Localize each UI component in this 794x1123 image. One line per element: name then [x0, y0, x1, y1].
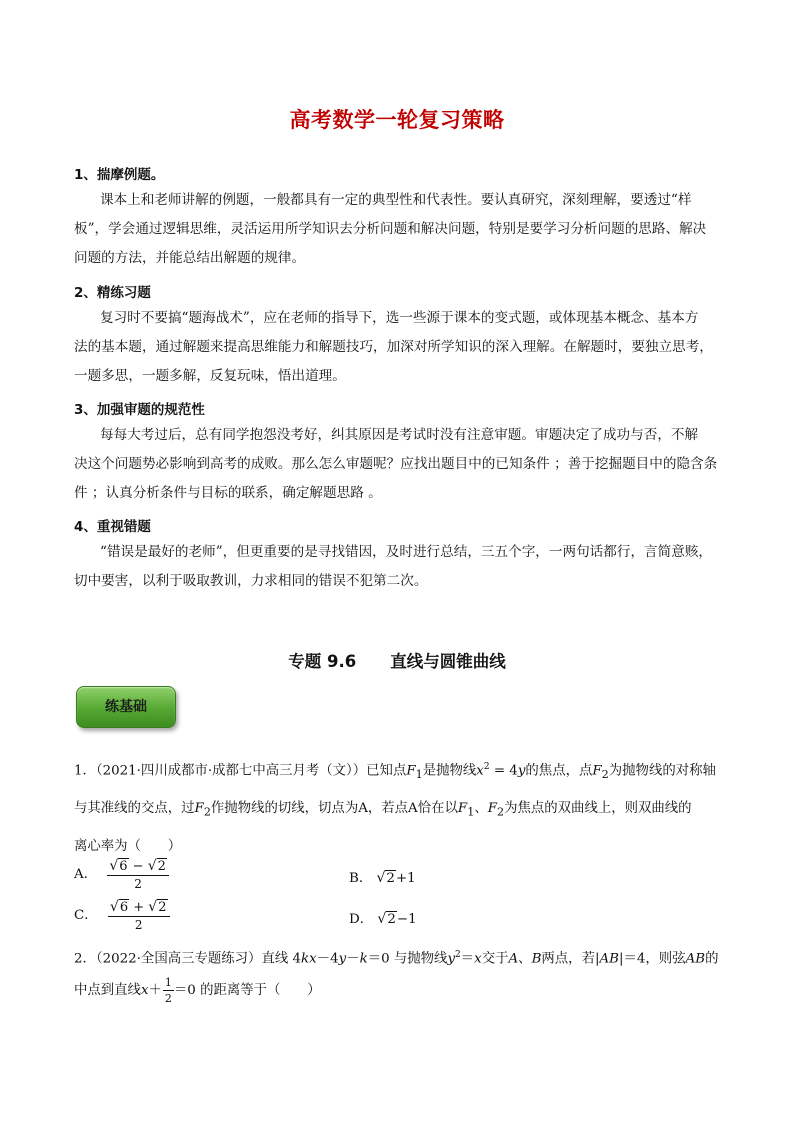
text-line: 复习时不要搞“题海战术”，应在老师的指导下，选一些源于课本的变式题，或体现基本概念、基本方 [100, 310, 699, 326]
q1-sub: 2 [497, 805, 505, 819]
q2-var: k [359, 951, 368, 967]
strategy-body-1 [74, 186, 724, 273]
q2-var: AB [685, 951, 706, 967]
text-line: 课本上和老师讲解的例题，一般都具有一定的典型性和代表性。要认真研究，深刻理解，要透过“样 [100, 192, 692, 208]
q2-var: y [338, 951, 347, 967]
q2-var: y [447, 951, 456, 967]
q2-var: B [531, 951, 542, 967]
q1-sub: 1 [415, 768, 423, 782]
q2-text: 两点，若| [541, 951, 600, 967]
text-line: 切中要害，以利于吸取教训，力求相同的错误不犯第二次。 [74, 573, 428, 589]
radicand: 2 [157, 859, 166, 874]
choice-label: A． [74, 867, 98, 882]
q1-var-x: x [476, 763, 484, 779]
q1-text: = 4 [489, 763, 518, 779]
q2-var: AB [599, 951, 619, 967]
q2-text: |＝4，则弦 [619, 951, 686, 967]
radicand: 6 [119, 859, 128, 874]
operator: + [133, 900, 145, 915]
choice-a [74, 858, 169, 891]
q1-text: 与其准线的交点，过 [74, 801, 195, 817]
q1-text: 为焦点的双曲线上，则双曲线的 [504, 801, 692, 817]
radicand: 6 [119, 900, 129, 915]
q2-text: ＋ [148, 983, 162, 999]
strategy-heading-4: 4、重视错题 [74, 519, 151, 535]
fraction: $\frac{√6 + √2}{2}$ [108, 899, 170, 932]
q2-var: x [474, 951, 482, 967]
text-line: “错误是最好的老师”，但更重要的是寻找错因，及时进行总结，三五个字，一两句话都行，言简意赅， [100, 544, 713, 560]
q1-var-f: F [592, 763, 602, 779]
q2-text: 交于 [481, 951, 509, 967]
text-line: 每每大考过后，总有同学抱怨没考好，纠其原因是考试时没有注意审题。审题决定了成功与否，不解 [100, 427, 699, 443]
denominator: 2 [134, 918, 143, 932]
q1-text: 1．（2021·四川成都市·成都七中高三月考（文））已知点 [74, 763, 407, 779]
text-line: 法的基本题，通过解题来提高思维能力和解题技巧，加深对所学知识的深入理解。在解题时，要独立思考， [74, 339, 713, 355]
q2-var: x [309, 951, 317, 967]
page-title: 高考数学一轮复习策略 [289, 108, 505, 132]
q1-sup: 2 [483, 762, 490, 772]
text-line: 决这个问题势必影响到高考的成败。那么怎么审题呢？应找出题目中的已知条件 ；善于挖掘题目中的隐含条 [74, 456, 718, 472]
choice-c [74, 899, 170, 932]
q1-sub: 2 [203, 805, 211, 819]
q1-var-f: F [487, 801, 497, 817]
strategy-heading-3: 3、加强审题的规范性 [74, 402, 205, 418]
q1-var-y: y [517, 763, 526, 779]
text-line: 一题多思，一题多解，反复玩味，悟出道理。 [74, 368, 346, 384]
q2-text: 、 [518, 951, 532, 967]
q2-var: x [140, 983, 149, 999]
q2-sup: 2 [455, 950, 461, 960]
fraction: $\frac{1}{2}$ [164, 976, 172, 1006]
choice-d: D． √2−1 [349, 911, 417, 927]
q2-text: 2．（2022·全国高三专题练习）直线 4 [74, 951, 302, 967]
operator: − [132, 859, 144, 874]
radicand: 2 [387, 912, 396, 927]
strategy-body-3 [74, 421, 724, 508]
q1-text: 是抛物线 [422, 763, 477, 779]
q2-text: ＝0 与抛物线 [367, 951, 448, 967]
q1-var-f: F [194, 801, 204, 817]
choice-label: D． [349, 912, 374, 927]
q1-text: 离心率为（ ） [74, 838, 182, 854]
q2-text: －4 [316, 951, 339, 967]
q1-text: 为抛物线的对称轴 [608, 763, 716, 779]
strategy-body-4 [74, 538, 724, 596]
text-line: 问题的方法，并能总结出解题的规律。 [74, 250, 306, 266]
topic-name: 直线与圆锥曲线 [390, 652, 506, 671]
question-2 [74, 942, 734, 1005]
q2-text: － [346, 951, 360, 967]
text-line: 板”，学会通过逻辑思维，灵活运用所学知识去分析问题和解决问题，特别是要学习分析问题的思路、解决 [74, 221, 707, 237]
choice-b: B． √2+1 [349, 870, 416, 886]
q1-text: 的焦点，点 [525, 763, 593, 779]
practice-badge-label: 练基础 [105, 699, 147, 715]
question-1 [74, 750, 734, 864]
strategy-heading-1: 1、揣摩例题。 [74, 167, 165, 183]
strategy-heading-2: 2、精练习题 [74, 285, 151, 301]
q1-text: 作抛物线的切线，切点为A，若点A恰在以 [210, 801, 458, 817]
q1-var-f: F [406, 763, 416, 779]
q2-var: A [508, 951, 519, 967]
topic-number: 专题 9.6 [288, 652, 357, 671]
radicand: 2 [386, 871, 395, 886]
q1-sub: 2 [601, 768, 609, 782]
q2-text: ＝0 的距离等于（ ） [173, 983, 321, 999]
q2-text: ＝ [460, 951, 475, 967]
q2-text: 的 [705, 951, 719, 967]
q2-var: k [301, 951, 310, 967]
q2-text: 中点到直线 [74, 983, 141, 999]
q1-var-f: F [457, 801, 468, 817]
radicand: 2 [158, 900, 167, 915]
text-line: 件 ；认真分析条件与目标的联系，确定解题思路 。 [74, 485, 382, 501]
choice-tail: −1 [396, 912, 417, 927]
practice-badge [76, 686, 176, 728]
denominator: 2 [134, 877, 142, 891]
strategy-body-2 [74, 304, 724, 391]
choice-label: B． [349, 871, 373, 886]
q1-text: 、 [474, 801, 488, 817]
fraction: $\frac{√6 - √2}{2}$ [107, 858, 169, 891]
choice-tail: +1 [395, 871, 416, 886]
choice-label: C． [74, 908, 98, 923]
q1-sub: 1 [467, 805, 475, 819]
topic-title [0, 648, 794, 672]
